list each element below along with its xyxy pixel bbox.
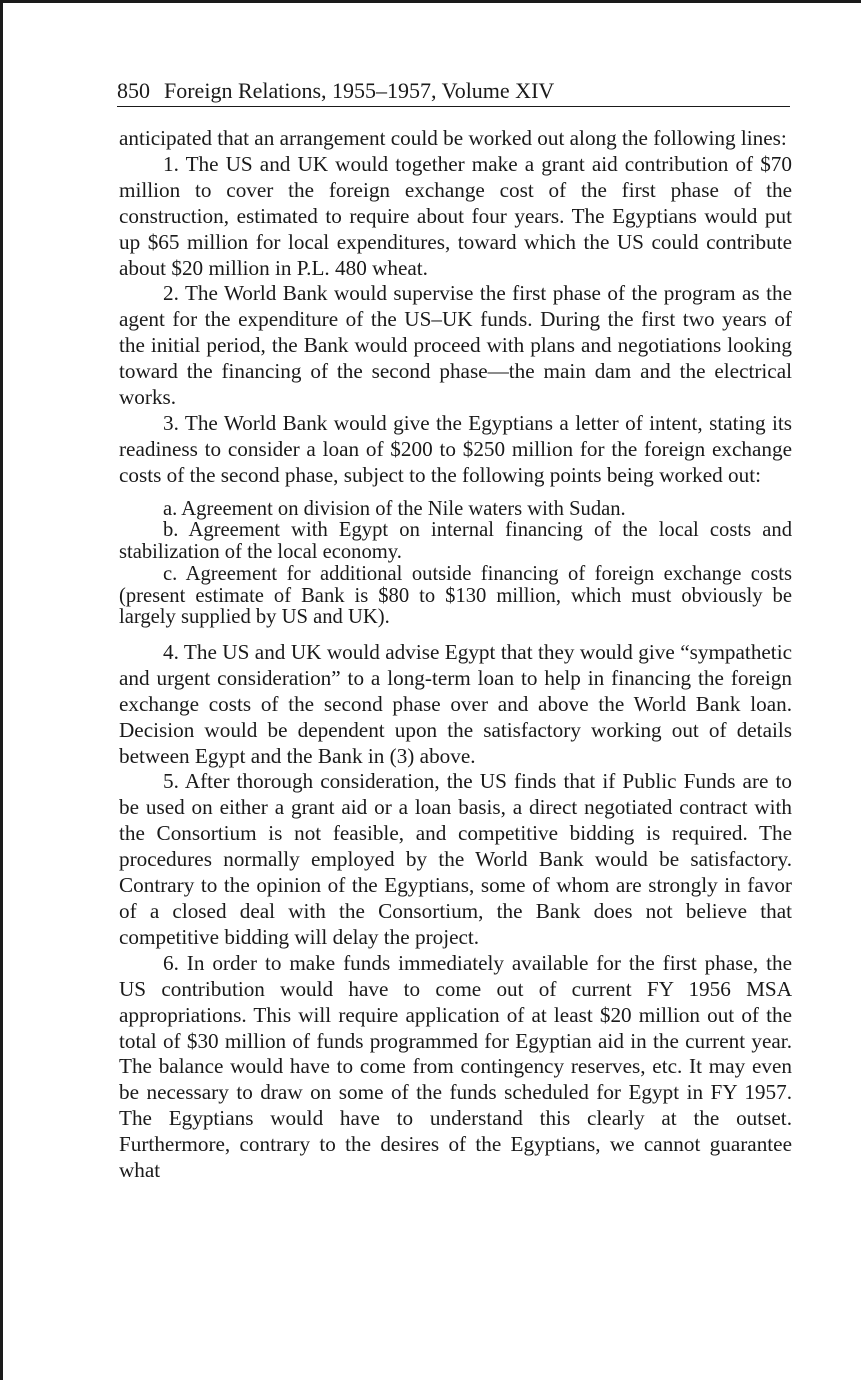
sub-point-a: a. Agreement on division of the Nile waters with Sudan. <box>163 497 626 520</box>
paragraph-5: 5. After thorough consideration, the US finds that if Public Funds are to be used on either a grant aid or a loan basis, a direct negotiated contract with the Consortium is not feasible, and competitive bidding is required. The procedures normally employed by the World Bank would be satisfactory. Contrary to the opinion of the Egyptians, some of whom are strongly in favor of a closed deal with the Consortium, the Bank does not believe that competitive bidding will delay the project. <box>119 769 792 949</box>
paragraph-2: 2. The World Bank would supervise the first phase of the program as the agent for the expenditure of the US–UK funds. During the first two years of the initial period, the Bank would proceed with plans and negotiations looking toward the financing of the second phase—the main dam and the electrical works. <box>119 281 792 410</box>
running-header <box>117 76 790 107</box>
page-edge-left <box>0 0 3 1380</box>
sub-points-list <box>119 499 792 629</box>
paragraph-4: 4. The US and UK would advise Egypt that they would give “sympathetic and urgent consideration” to a long-term loan to help in financing the foreign exchange costs of the second phase over and above the World Bank loan. Decision would be dependent upon the satisfactory working out of details between Egypt and the Bank in (3) above. <box>119 639 792 768</box>
running-title: Foreign Relations, 1955–1957, Volume XIV <box>164 78 555 103</box>
paragraph-1: 1. The US and UK would together make a grant aid contribution of $70 million to cover the foreign exchange cost of the first phase of the construction, estimated to require about four years. The Egyptians would put up $65 million for local expenditures, toward which the US could contribute about $20 million in P.L. 480 wheat. <box>119 151 792 280</box>
paragraph-6: 6. In order to make funds immediately available for the first phase, the US contribution would have to come out of current FY 1956 MSA appropriations. This will require application of at least $20 million out of the total of $30 million of funds programmed for Egyptian aid in the current year. The balance would have to come from contingency reserves, etc. It may even be necessary to draw on some of the funds scheduled for Egypt in FY 1957. The Egyptians would have to understand this clearly at the outset. Furthermore, contrary to the desires of the Egyptians, we cannot guarantee what <box>119 950 792 1183</box>
paragraph-3: 3. The World Bank would give the Egyptians a letter of intent, stating its readiness to consider a loan of $200 to $250 million for the foreign exchange costs of the second phase, subject to the following points being worked out: <box>119 410 792 487</box>
paragraph-intro: anticipated that an arrangement could be worked out along the following lines: <box>119 126 787 150</box>
sub-point-c: c. Agreement for additional outside financing of foreign exchange costs (present estimate of Bank is $80 to $130 million, which must obviously be largely supplied by US and UK). <box>119 562 792 629</box>
page-edge-top <box>0 0 861 3</box>
sub-point-b: b. Agreement with Egypt on internal financing of the local costs and stabilization of the local economy. <box>119 519 792 564</box>
page-number: 850 <box>117 78 150 103</box>
document-body <box>119 126 792 1184</box>
